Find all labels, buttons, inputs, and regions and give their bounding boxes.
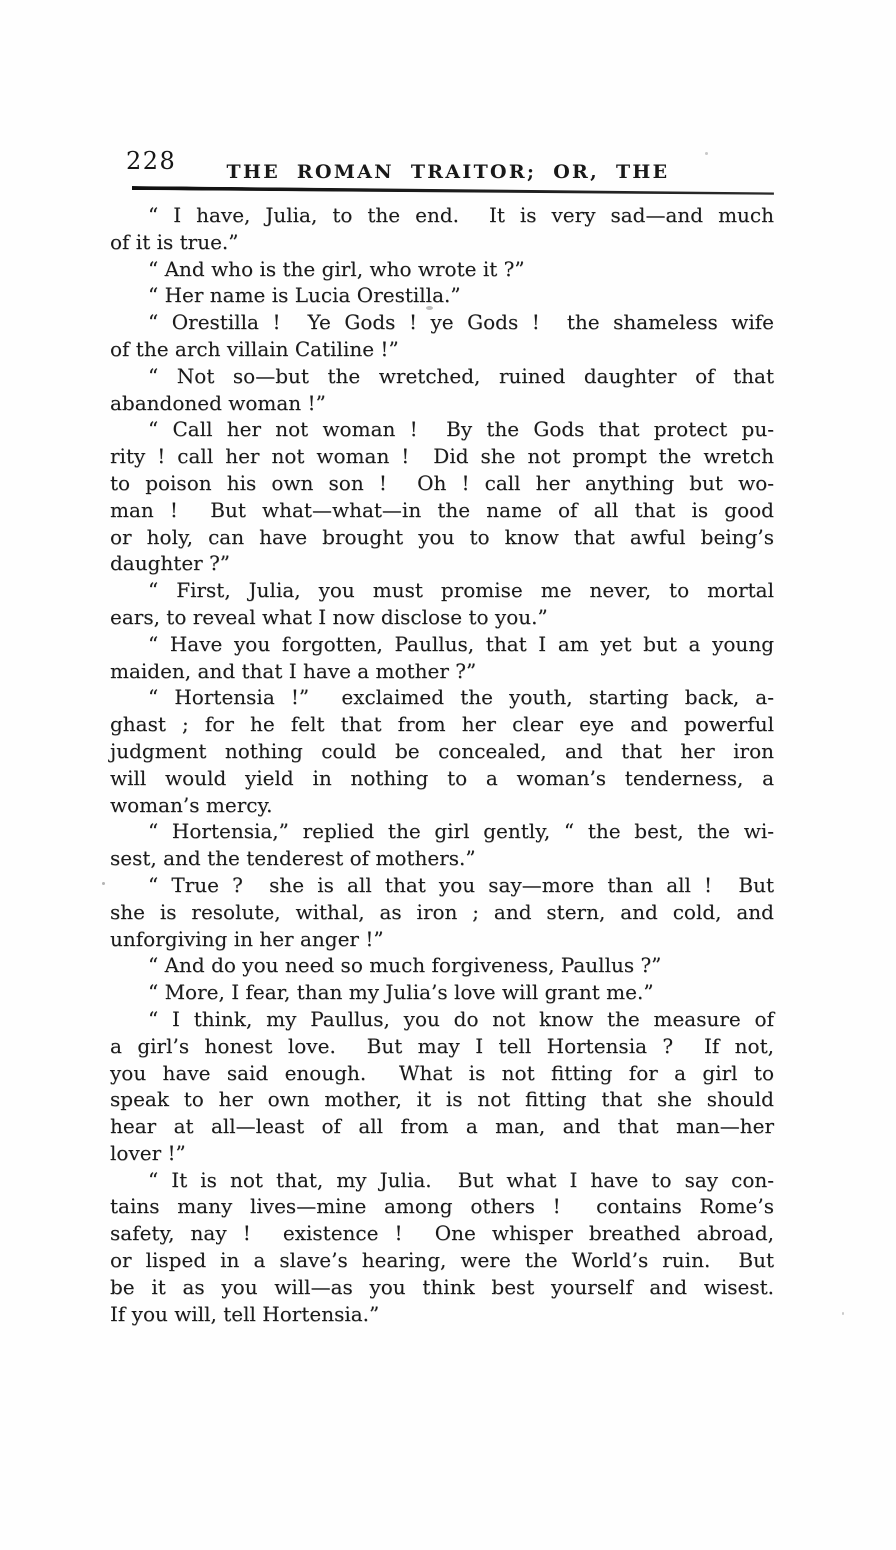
ink-speck [705,152,708,155]
text-line: “ True ? she is all that you say—more than all ! But [148,872,774,897]
text-line: woman’s mercy. [110,792,273,817]
paragraph [110,979,774,1006]
text-line: safety, nay ! existence ! One whisper breathed abroad, [110,1221,774,1246]
text-line: she is resolute, withal, as iron ; and stern, and cold, and [110,899,774,924]
text-line: speak to her own mother, it is not fitting that she should [110,1087,774,1112]
text-line: ears, to reveal what I now disclose to you.” [110,604,548,629]
text-line: to poison his own son ! Oh ! call her anything but wo- [110,470,774,495]
paragraph [110,1167,774,1328]
text-line: “ Her name is Lucia Orestilla.” [148,283,461,308]
text-line: “ And do you need so much forgiveness, Paullus ?” [148,953,662,978]
paragraph [110,577,774,631]
text-line: sest, and the tenderest of mothers.” [110,846,476,871]
text-line: ghast ; for he felt that from her clear eye and powerful [110,712,774,737]
text-line: “ I think, my Paullus, you do not know the measure of [148,1006,774,1031]
paragraph [110,1006,774,1167]
text-line: rity ! call her not woman ! Did she not prompt the wretch [110,444,774,469]
text-line: hear at all—least of all from a man, and that man—her [110,1114,774,1139]
text-line: abandoned woman !” [110,390,326,415]
paragraph [110,202,774,256]
text-line: judgment nothing could be concealed, and that her iron [110,738,774,763]
text-line: “ Orestilla ! Ye Gods ! ye Gods ! the shameless wife [148,310,774,335]
text-line: or lisped in a slave’s hearing, were the World’s ruin. But [110,1248,774,1273]
paragraph [110,818,774,872]
header-rule [132,186,774,196]
text-line: “ More, I fear, than my Julia’s love will grant me.” [148,980,654,1005]
text-line: be it as you will—as you think best yourself and wisest. [110,1274,774,1299]
paragraph [110,282,774,309]
text-line: “ Have you forgotten, Paullus, that I am yet but a young [148,631,774,656]
text-line: “ I have, Julia, to the end. It is very sad—and much [148,203,774,227]
text-line: If you will, tell Hortensia.” [110,1301,380,1326]
text-line: of it is true.” [110,229,239,254]
running-header: THE ROMAN TRAITOR; OR, THE [226,161,670,183]
page-body [110,202,774,1327]
paragraph [110,952,774,979]
ink-speck [426,306,433,310]
text-line: “ Call her not woman ! By the Gods that protect pu- [148,417,774,442]
text-line: you have said enough. What is not fitting for a girl to [110,1060,774,1085]
text-line: “ It is not that, my Julia. But what I have to say con- [148,1167,774,1192]
text-line: tains many lives—mine among others ! contains Rome’s [110,1194,774,1219]
text-line: unforgiving in her anger !” [110,926,384,951]
paragraph [110,363,774,417]
paragraph [110,872,774,952]
paragraph [110,256,774,283]
text-line: “ Hortensia !” exclaimed the youth, starting back, a- [148,685,774,710]
text-line: daughter ?” [110,551,231,576]
text-line: or holy, can have brought you to know that awful being’s [110,524,774,549]
ink-speck [842,1312,844,1315]
paragraph [110,309,774,363]
text-line: man ! But what—what—in the name of all that is good [110,497,774,522]
text-line: “ First, Julia, you must promise me never, to mortal [148,578,774,603]
text-line: “ Hortensia,” replied the girl gently, “ the best, the wi- [148,819,774,844]
text-line: “ And who is the girl, who wrote it ?” [148,256,525,281]
text-line: will would yield in nothing to a woman’s tenderness, a [110,765,774,790]
paragraph [110,684,774,818]
text-line: of the arch villain Catiline !” [110,336,399,361]
ink-speck [102,882,105,885]
text-line: maiden, and that I have a mother ?” [110,658,477,683]
paragraph [110,416,774,577]
paragraph [110,631,774,685]
text-line: lover !” [110,1140,186,1165]
text-line: “ Not so—but the wretched, ruined daughter of that [148,363,774,388]
text-line: a girl’s honest love. But may I tell Hortensia ? If not, [110,1033,774,1058]
page-number: 228 [126,147,177,175]
